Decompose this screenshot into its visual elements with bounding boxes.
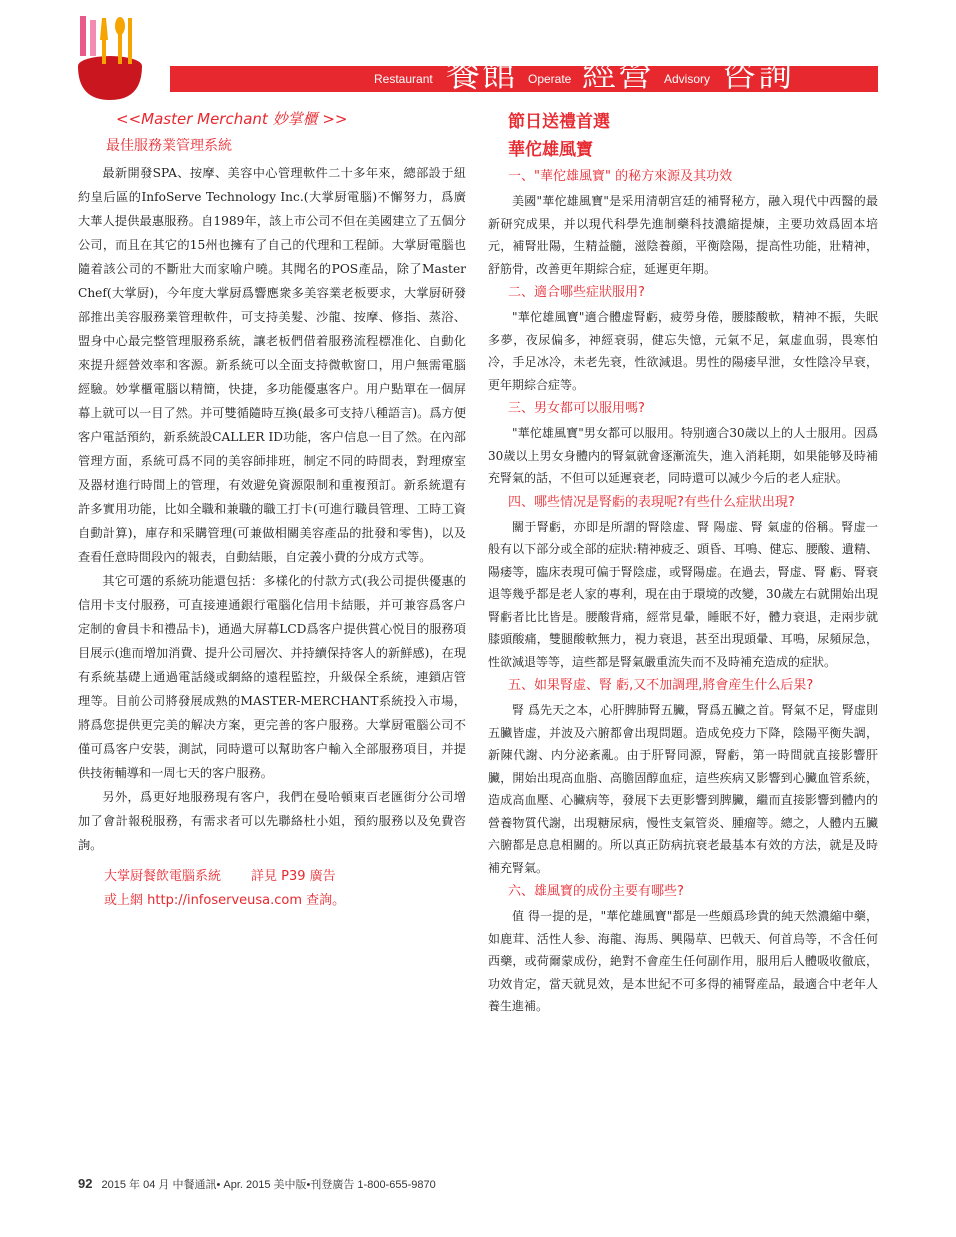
contact-website[interactable]: 或上網 http://infoserveusa.com 查詢。 [104, 893, 346, 908]
section-banner [0, 0, 956, 100]
section-text: "華佗雄風寶"適合體虚腎虧，疲勞身倦，腰膝酸軟，精神不振，失眠多夢，夜尿偏多，神經衰弱，健忘失憶，元氣不足，氣虚血弱，畏寒怕冷，手足冰冷，未老先衰，性欲減退。男性的陽痿早泄，女性陰冷早衰，更年期綜合症等。 [488, 310, 878, 392]
banner-title-part1: 餐館 [446, 55, 518, 95]
footer-text: 2015 年 04 月 中餐通訊• Apr. 2015 美中版•刊登廣告 1-800-655-9870 [101, 1179, 436, 1191]
page-number: 92 [78, 1176, 93, 1191]
page-footer [78, 1176, 436, 1192]
article-paragraph: 另外，爲更好地服務現有客户，我們在曼哈頓東百老匯街分公司增加了會計報税服務，有需求者可以先聯絡杜小姐，預約服務以及免費咨詢。 [78, 790, 466, 852]
section-text: 值 得一提的是，"華佗雄風寶"都是一些頗爲珍貴的純天然濃縮中藥，如鹿茸、活性人参、海龍、海馬、興陽草、巴戟天、何首烏等，不含任何西藥，或荷爾蒙成份，絶對不會産生任何副作用，服用后人體吸收徹底，功效肯定，當天就見效，是本世紀不可多得的補腎産品，最適合中老年人養生進補。 [488, 909, 878, 1013]
banner-word-restaurant: Restaurant [374, 72, 433, 86]
section-text: 美國"華佗雄風寶"是采用清朝宫廷的補腎秘方，融入現代中西醫的最新研究成果，并以現代科學先進制藥科技濃縮提煉，主要功效爲固本培元，補腎壯陽，生精益髓，滋陰養顔，平衡陰陽，提高性功能，壯精神，舒筋骨，改善更年期綜合症，延遲更年期。 [488, 194, 878, 276]
banner-title-part2: 經營 [582, 55, 654, 95]
right-column [488, 108, 878, 1018]
section-heading: 四、哪些情况是腎虧的表現呢?有些什么症狀出現? [508, 494, 795, 510]
section-text: 關于腎虧，亦即是所謂的腎陰虚、腎 陽虚、腎 氣虚的俗稱。腎虚一般有以下部分或全部的症狀:精神疲乏、頭昏、耳鳴、健忘、腰酸、遺精、陽痿等，臨床表現可偏于腎陰虚，或腎陽虚。在過去，腎虚、腎 虧、腎衰退等幾乎都是老人家的專利，現在由于環境的改變，30歲左右就開始出現腎虧者比比皆是。腰酸背痛，經常見暈，睡眠不好，體力衰退，走兩步就膝頭酸痛，雙腿酸軟無力，視力衰退，甚至出現頭暈、耳鳴，尿頻尿急，性欲減退等等，這些都是腎氣嚴重流失而不及時補充造成的症狀。 [488, 519, 878, 669]
contact-system-name: 大掌厨餐飲電腦系統 [104, 869, 222, 884]
banner-title-part3: 咨詢 [722, 55, 794, 95]
contact-ad-ref: 詳見 P39 廣告 [251, 869, 336, 884]
article-title: <<Master Merchant 妙掌櫃 >> [116, 110, 348, 128]
left-column [78, 108, 466, 913]
article-paragraph: 最新開發SPA、按摩、美容中心管理軟件二十多年來，總部設于紐約皇后區的InfoServe Technology Inc.(大掌厨電腦)不懈努力，爲廣大華人提供最惠服務。自1989年，該上市公司不但在美國建立了五個分公司，而且在其它的15州也擁有了自己的代理和工程師。大掌厨電腦也隨着該公司的不斷壯大而家喻户曉。其聞名的POS產品，除了Master Chef(大掌厨)，今年度大掌厨爲響應衆多美容業老板要求，大掌厨研發部推出美容服務業管理軟件，可支持美髮、沙龍、按摩、修指、蒸浴、盟身中心最完整管理服務系統，讓老板們借着服務流程標准化、自動化來提升經營效率和客源。新系統可以全面支持微軟窗口，用户無需電腦經驗。妙掌櫃電腦以精簡，快捷，多功能優惠客户。用户點單在一個屏幕上就可以一目了然。并可雙循隨時互換(最多可支持八種語言)。爲方便客户電話預約，新系統設CALLER ID功能，客户信息一目了然。在內部管理方面，系統可爲不同的美容師排班，制定不同的時間表，對理療室及器材進行時間上的管理，有效避免資源限制和重複預訂。新系統還有許多實用功能，比如全職和兼職的職工打卡(可進行職員管理、工時工資自動計算)，庫存和采購管理(可兼做相關美容產品的批發和零售)，以及查看任意時間段內的報表，自動結賬，自定義小費的分成方式等。 [78, 166, 466, 564]
section-text: 腎 爲先天之本，心肝脾肺腎五臟，腎爲五臟之首。腎氣不足，腎虚則五臟皆虚，并波及六腑都會出現問題。造成免疫力下降，陰陽平衡失調，新陳代謝、内分泌紊亂。由于肝腎同源，腎虧，第一時間就直接影響肝臟，開始出現高血脂、高膽固醇血症，這些疾病又影響到心臟血管系統，造成高血壓、心臟病等，發展下去更影響到脾臟，繼而直接影響到體内的營養物質代謝，出現糖尿病，慢性支氣管炎、腫瘤等。總之，人體内五臟六腑都是息息相關的。所以真正防病抗衰老最基本有效的方法，就是及時補充腎氣。 [488, 703, 878, 875]
section-heading: 六、雄風寶的成份主要有哪些? [508, 884, 684, 899]
section-text: "華佗雄風寶"男女都可以服用。特别適合30歲以上的人士服用。因爲30歲以上男女身體内的腎氣就會逐漸流失，進入消耗期，如果能够及時補充腎氣的話，不但可以延遲衰老，同時還可以减少今后的老人症狀。 [488, 426, 878, 485]
ad-title-line1: 節日送禮首選 [508, 112, 610, 132]
section-heading: 三、男女都可以服用嗎? [508, 401, 645, 416]
section-heading: 一、"華佗雄風寶" 的秘方來源及其功效 [508, 169, 733, 184]
banner-word-operate: Operate [528, 72, 572, 86]
section-heading: 五、如果腎虚、腎 虧,又不加調理,將會産生什么后果? [508, 678, 814, 693]
banner-word-advisory: Advisory [664, 72, 711, 86]
article-subtitle: 最佳服務業管理系統 [106, 138, 232, 154]
contact-block [104, 865, 466, 913]
section-heading: 二、適合哪些症狀服用? [508, 285, 645, 300]
article-paragraph: 其它可選的系統功能還包括：多樣化的付款方式(我公司提供優惠的信用卡支付服務，可直接連通銀行電腦化信用卡結賬，并可兼容爲客户定制的會員卡和禮品卡)，通過大屏幕LCD爲客户提供賞心悦目的服務項目展示(進而增加消費、提升公司層次、并持續保持客人的新鮮感)，在現有系統基礎上通過電話綫或網絡的遠程監控，升級保全系統，連鎖店管理等。目前公司將發展成熟的MASTER-MERCHANT系統投入市場，將爲您提供更完美的解决方案，更完善的客户服務。大掌厨電腦公司不僅可爲客户安裝，測試，同時還可以幫助客户輸入全部服務項目，并提供技術輔導和一周七天的客户服務。 [78, 574, 466, 780]
ad-title-line2: 華佗雄風寶 [508, 140, 593, 160]
